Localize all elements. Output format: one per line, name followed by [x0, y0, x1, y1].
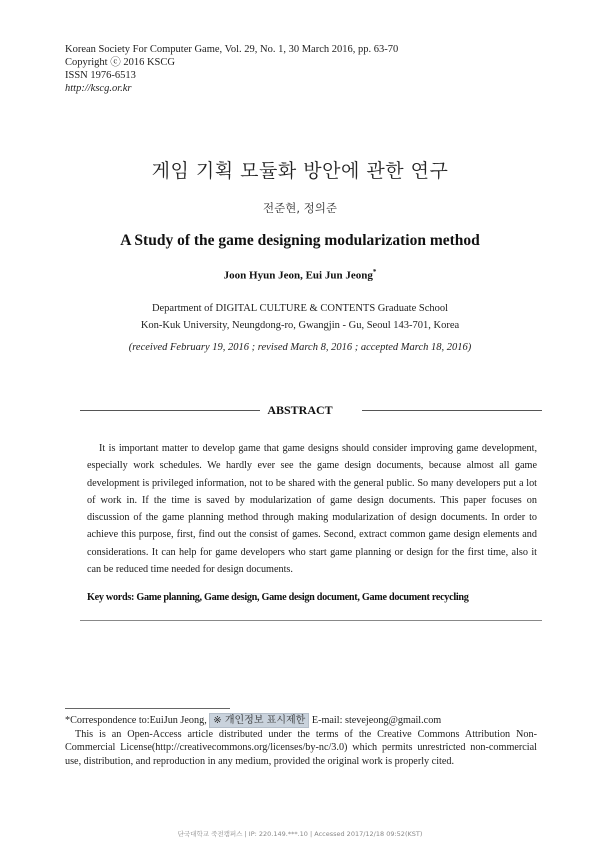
corresponding-author-mark: * — [372, 268, 377, 276]
journal-citation: Korean Society For Computer Game, Vol. 29, No. 1, 30 March 2016, pp. 63-70 — [65, 44, 399, 55]
affiliation-address: Kon-Kuk University, Neungdong-ro, Gwangjin - Gu, Seoul 143-701, Korea — [140, 320, 460, 331]
abstract-heading: ABSTRACT — [267, 403, 333, 417]
affiliation-department: Department of DIGITAL CULTURE & CONTENTS Graduate School — [151, 303, 449, 314]
journal-url[interactable]: http://kscg.or.kr — [65, 83, 132, 94]
received-dates: (received February 19, 2016 ; revised March 8, 2016 ; accepted March 18, 2016) — [128, 342, 472, 353]
authors-korean: 전준현, 정의준 — [263, 201, 337, 215]
correspondence-line — [65, 713, 537, 728]
abstract-divider-right — [362, 410, 542, 411]
copyright-line: Copyright ⓒ 2016 KSCG — [65, 57, 175, 68]
correspondence-email: E-mail: stevejeong@gmail.com — [311, 715, 442, 726]
abstract-bottom-divider — [80, 620, 542, 621]
correspondence-prefix: *Correspondence to:EuiJun Jeong, — [65, 715, 207, 726]
journal-header — [65, 43, 398, 95]
author-names: Joon Hyun Jeon, Eui Jun Jeong — [223, 269, 373, 282]
access-stamp: 단국대학교 죽전캠퍼스 | IP: 220.149.***.10 | Accessed 2017/12/18 09:52(KST) — [177, 830, 423, 838]
redaction-label: ※ 개인정보 표시제한 — [209, 713, 309, 728]
license-text: This is an Open-Access article distributed under the terms of the Creative Commons Attribution Non-Commercial License(http://creativecommons.org/licenses/by-nc/3.0) which permits unrestricted non-commercial use, distribution, and reproduction in any medium, provided the original work is properly cited. — [65, 729, 537, 767]
paper-title-korean: 게임 기획 모듈화 방안에 관한 연구 — [151, 160, 449, 182]
keywords: Key words: Game planning, Game design, Game design document, Game document recycling — [87, 592, 469, 603]
abstract-body: It is important matter to develop game that game designs should consider improving game development, especially work schedules. We hardly ever see the game design documents, because almost all game development is privileged information, not to be shared with the general public. So many developers put a lot of work in. If the time is saved by modularization of game design documents. This paper focuses on discussion of the game planning method through making modularization of design documents. In order to achieve this purpose, first, find out the consist of games. Second, extract common game design elements and considerations. It can help for game developers who start game planning or design for the first time, also it can be reduced time needed for design documents. — [87, 443, 537, 576]
footnote-divider — [65, 708, 230, 709]
authors-english — [0, 268, 600, 282]
footnote — [65, 713, 537, 768]
issn-line: ISSN 1976-6513 — [65, 70, 136, 81]
paper-title-english: A Study of the game designing modularization method — [120, 232, 480, 249]
